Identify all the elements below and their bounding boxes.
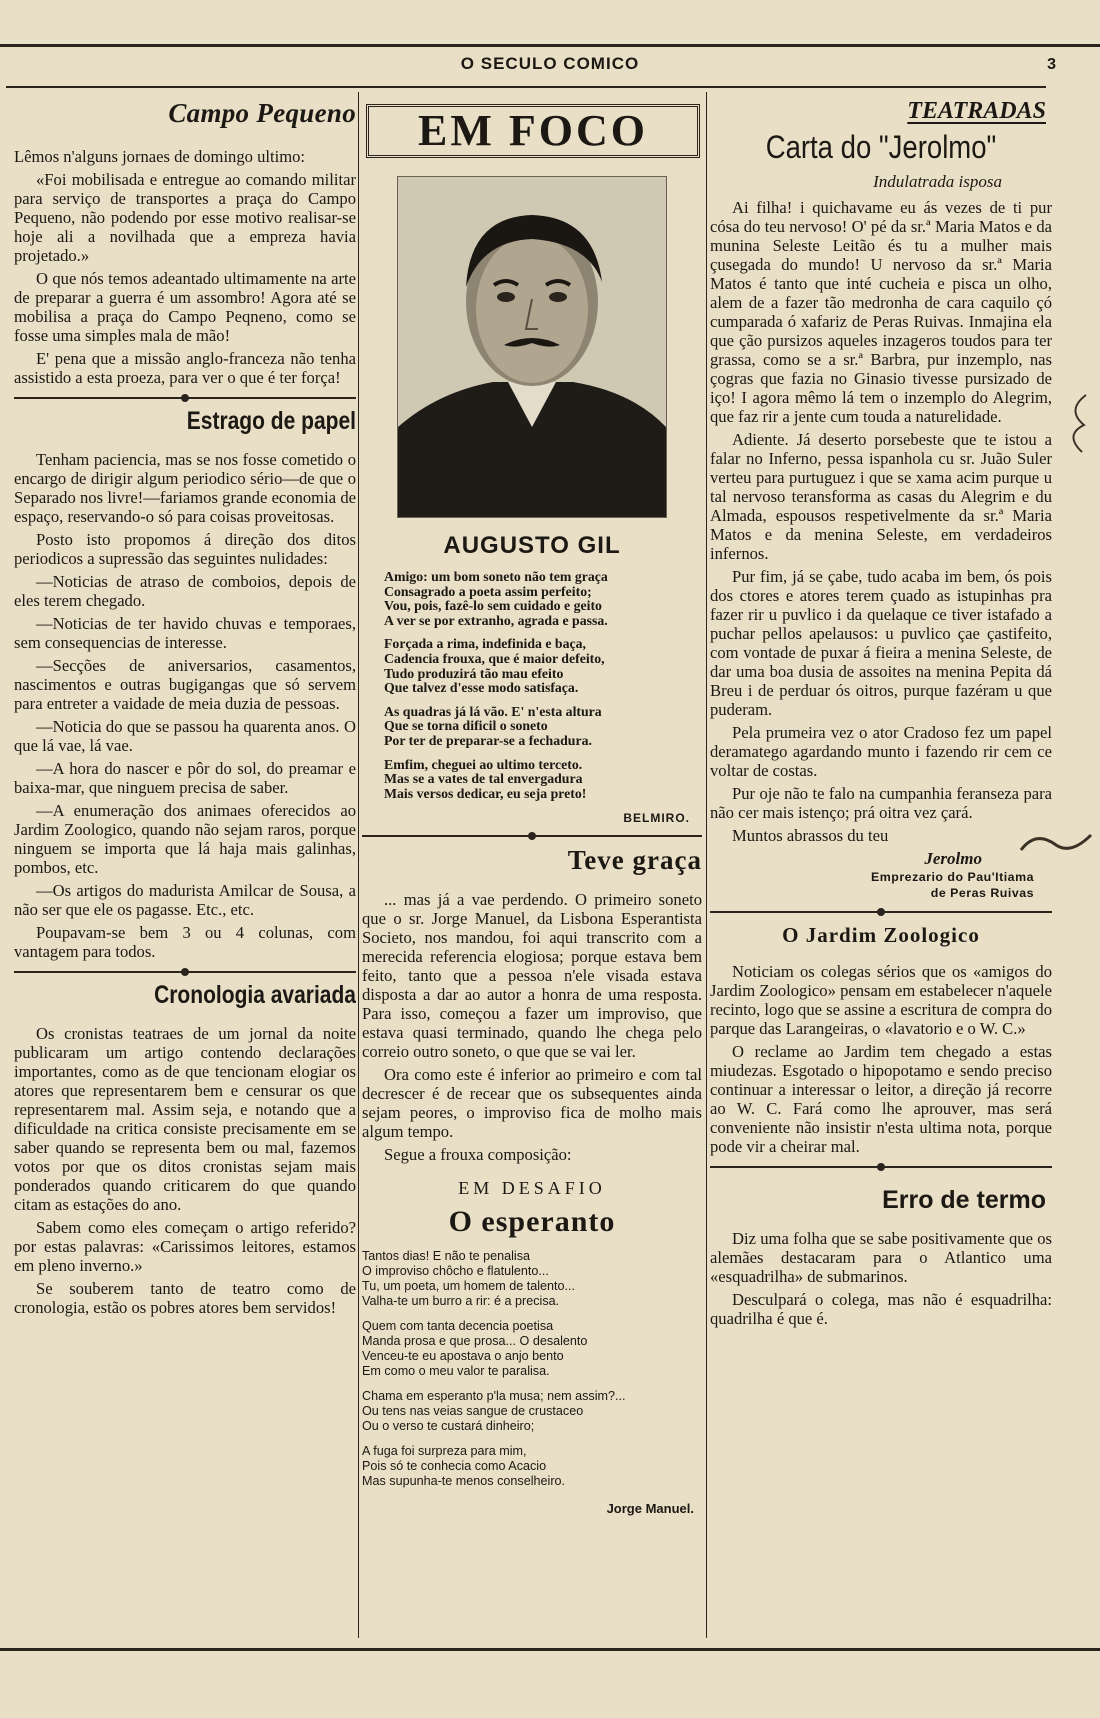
verse: Valha-te um burro a rir: é a precisa. bbox=[362, 1294, 560, 1309]
paragraph: Os cronistas teatraes de um jornal da noite publicaram um artigo contendo declarações importantes, como as de que tencionam elogiar os atores que representarem bem e censurar os que representarem mal. Assim seja, e notando que a dificuldade na critica consiste precisamente em se saber quando se representa bem ou mal, fazemos votos por que os ditos cronistas sejam mais ponderados quando criticarem do que quando citam as estações do ano. bbox=[14, 1024, 356, 1214]
verse: Consagrado a poeta assim perfeito; bbox=[384, 583, 592, 599]
list-item: —Os artigos do madurista Amilcar de Sousa, a não ser que ele os pagasse. Etc., etc. bbox=[14, 881, 356, 919]
stanza bbox=[384, 637, 702, 695]
portrait-illustration bbox=[398, 177, 666, 517]
column-left bbox=[14, 92, 356, 1640]
paragraph: E' pena que a missão anglo-franceza não tenha assistido a esta proeza, para ver o que é ter força! bbox=[14, 349, 356, 387]
verse: Vou, pois, fazê-lo sem cuidado e geito bbox=[384, 598, 602, 614]
sonnet-belmiro bbox=[384, 570, 702, 801]
signature-belmiro: BELMIRO. bbox=[623, 811, 690, 826]
stanza bbox=[384, 570, 702, 628]
verse: Que talvez d'esse modo satisfaça. bbox=[384, 680, 579, 696]
paragraph: Segue a frouxa composição: bbox=[384, 1145, 572, 1165]
top-rule bbox=[0, 44, 1100, 47]
column-rule bbox=[358, 92, 359, 1638]
verse: Mas supunha-te menos conselheiro. bbox=[362, 1474, 566, 1489]
headline-erro-de-termo: Erro de termo bbox=[882, 1186, 1046, 1214]
signature-line: de Peras Ruivas bbox=[930, 886, 1034, 900]
paragraph: Muntos abrassos du teu bbox=[732, 826, 889, 845]
paragraph: Se souberem tanto de teatro como de cronologia, estão os pobres atores bem servidos! bbox=[14, 1279, 356, 1317]
verse: A fuga foi surpreza para mim, bbox=[362, 1444, 527, 1459]
paragraph: O que nós temos adeantado ultimamente na arte de preparar a guerra é um assombro! Agora até se mobilisa a praça do Campo Peqneno, como se fosse uma simples mala de mão! bbox=[14, 269, 356, 345]
verse: As quadras já lá vão. E' n'esta altura bbox=[384, 703, 602, 719]
verse: Manda prosa e que prosa... O desalento bbox=[362, 1334, 588, 1349]
paragraph: O reclame ao Jardim tem chegado a estas miudezas. Esgotado o hipopotamo e sendo preciso continuar a interessar o leitor, a direção já recorre ao W. C. Fará como lhe aprouver, mas será conveniente não insistir n'esta ultima nota, porque pode vir a cheirar mal. bbox=[710, 1042, 1052, 1156]
page-header bbox=[0, 48, 1100, 84]
portrait-name: AUGUSTO GIL bbox=[443, 532, 621, 559]
verse: Mas se a vates de tal envergadura bbox=[384, 771, 583, 787]
paragraph: Pela prumeira vez o ator Cradoso fez um papel deramatego agardando munto i fazendo rir cem ce voltar de costas. bbox=[710, 723, 1052, 780]
section-divider bbox=[362, 835, 702, 837]
stanza bbox=[362, 1444, 702, 1489]
section-divider bbox=[14, 397, 356, 399]
verse: Por ter de preparar-se a fechadura. bbox=[384, 732, 592, 748]
paragraph: Ora como este é inferior ao primeiro e com tal decrescer é de recear que os subsequentes ainda sejam peores, o improviso fica de molho mais algum tempo. bbox=[362, 1065, 702, 1142]
verse: Quem com tanta decencia poetisa bbox=[362, 1319, 554, 1334]
paragraph: Noticiam os colegas sérios que os «amigos do Jardim Zoologico» pensam em estabelecer n'aquele recinto, logo que se assine a escritura de compra do parque das Larangeiras, o «lavatorio e o W. C.» bbox=[710, 962, 1052, 1038]
stanza bbox=[384, 758, 702, 802]
verse: Tu, um poeta, um homem de talento... bbox=[362, 1279, 576, 1294]
bottom-rule bbox=[0, 1648, 1100, 1651]
section-divider bbox=[710, 911, 1052, 913]
portrait-photo bbox=[397, 176, 667, 518]
list-item: —A enumeração dos animaes oferecidos ao Jardim Zoologico, quando não sejam raros, porque ninguem se importa que lá haja mais galinhas, pombos, etc. bbox=[14, 801, 356, 877]
stanza bbox=[362, 1389, 702, 1434]
paragraph: Posto isto propomos á direção dos ditos periodicos a supressão das seguintes nulidades: bbox=[14, 530, 356, 568]
headline-estrago-de-papel: Estrago de papel bbox=[186, 407, 356, 435]
quote-paragraph: «Foi mobilisada e entregue ao comando militar para serviço de transportes a praça do Campo Pequeno, não podendo por esse motivo realisar-se hoje ali a novilhada que a empreza havia projetado.» bbox=[14, 170, 356, 265]
verse: Cadencia frouxa, que é maior defeito, bbox=[384, 650, 605, 666]
paragraph: Adiente. Já deserto porsebeste que te istou a falar no Inferno, pessa ispanhola cu sr. Juão Suler verteu para purtuguez i que se xama acim purque u tal nervoso teransforma as casas du Alegrim e du Almada, espousos respetivelmente da sr.ª Maria Matos e da menina Seleste, em verdadeiros infernos. bbox=[710, 430, 1052, 563]
paragraph: Tenham paciencia, mas se nos fosse cometido o encargo de dirigir algum periodico sério—de que o Separado nos livre!—fariamos grande economia de espaço, reservando-o só para coisas proveitosas. bbox=[14, 450, 356, 526]
list-item: —Noticia do que se passou ha quarenta anos. O que lá vae, lá vae. bbox=[14, 717, 356, 755]
headline-o-esperanto: O esperanto bbox=[448, 1205, 616, 1239]
paragraph: Ai filha! i quichavame eu ás vezes de ti pur cósa do teu nervoso! O' pé da sr.ª Maria Matos e da munina Seleste Leitão és tu a mulher mais çusegada do mundo! U nervoso da sr.ª Maria Matos é tanto que inté cucheia e pisca un olho, alem de a fazer tão medronha de cara caquilo çó cumparada ó xafariz de Peras Ruivas. Inmajina ela que ção pursizos aqueles inzageros toudos para ter grassa, como se a sr.ª Barbra, pur inzemplo, nas çogras que fazia no Ginasio tivesse pursizado de iço! I agora mêmo lá tem o inzemplo do Alegrim, que faz rir a jente cum touda a naturelidade. bbox=[710, 198, 1052, 426]
signature-line: Emprezario do Pau'Itiama bbox=[871, 870, 1034, 884]
verse: Amigo: um bom soneto não tem graça bbox=[384, 569, 608, 584]
verse: Tantos dias! E não te penalisa bbox=[362, 1249, 531, 1264]
headline-campo-pequeno: Campo Pequeno bbox=[168, 98, 356, 128]
paragraph: Sabem como eles começam o artigo referido? por estas palavras: «Carissimos leitores, estamos em pleno inverno.» bbox=[14, 1218, 356, 1275]
verse: Que se torna dificil o soneto bbox=[384, 718, 548, 734]
paragraph: Pur oje não te falo na cumpanhia feranseza para não cer mais istenço; prá oitra vez çará. bbox=[710, 784, 1052, 822]
masthead: O SECULO COMICO bbox=[460, 54, 640, 73]
column-right bbox=[710, 92, 1052, 1640]
list-item: —Secções de aniversarios, casamentos, nascimentos e outras bugigangas que só servem para entreter a vaidade de meia duzia de pessoas. bbox=[14, 656, 356, 713]
verse: O improviso chôcho e flatulento... bbox=[362, 1264, 549, 1279]
page-number: 3 bbox=[1047, 56, 1056, 73]
em-foco-banner: EM FOCO bbox=[366, 104, 700, 158]
section-teatradas: TEATRADAS bbox=[907, 98, 1046, 124]
paragraph: Diz uma folha que se sabe positivamente que os alemães destacaram para o Atlantico uma «esquadrilha» de submarinos. bbox=[710, 1229, 1052, 1286]
paragraph: Poupavam-se bem 3 ou 4 colunas, com vantagem para todos. bbox=[14, 923, 356, 961]
paragraph: ... mas já a vae perdendo. O primeiro soneto que o sr. Jorge Manuel, da Lisbona Esperantista Societo, nos mandou, foi aqui transcrito com a merecida referencia elogiosa; porque estava bem feito, tanto que a pessoa n'ele visada estava disposta a dar ao autor a honra de uma resposta. Para isso, começou a fazer um improviso, que estava quasi terminado, quando lhe chega pelo correio outro soneto, o que que se vai ler. bbox=[362, 890, 702, 1062]
verse: Pois só te conhecia como Acacio bbox=[362, 1459, 547, 1474]
column-middle bbox=[362, 92, 702, 1640]
paragraph: Desculpará o colega, mas não é esquadrilha: quadrilha é que é. bbox=[710, 1290, 1052, 1328]
list-item: —Noticias de ter havido chuvas e temporaes, sem consequencias de interesse. bbox=[14, 614, 356, 652]
headline-carta-do-jerolmo: Carta do "Jerolmo" bbox=[765, 129, 997, 165]
stanza bbox=[384, 705, 702, 749]
stanza bbox=[362, 1249, 702, 1309]
list-item: —A hora do nascer e pôr do sol, do preamar e baixa-mar, que ninguem precisa de saber. bbox=[14, 759, 356, 797]
signature-jorge-manuel: Jorge Manuel. bbox=[606, 1501, 694, 1517]
verse: Tudo produzirá tão mau efeito bbox=[384, 665, 564, 681]
margin-ornament-icon bbox=[1016, 820, 1096, 870]
stanza bbox=[362, 1319, 702, 1379]
header-rule bbox=[6, 86, 1046, 88]
list-item: —Noticias de atraso de comboios, depois de eles terem chegado. bbox=[14, 572, 356, 610]
verse: Emfim, cheguei ao ultimo terceto. bbox=[384, 756, 583, 772]
verse: Ou o verso te custará dinheiro; bbox=[362, 1419, 535, 1434]
verse: Venceu-te eu apostava o anjo bento bbox=[362, 1349, 564, 1364]
headline-cronologia-avariada: Cronologia avariada bbox=[154, 981, 356, 1009]
verse: Forçada a rima, indefinida e baça, bbox=[384, 636, 586, 652]
signature-jerolmo: Jerolmo bbox=[924, 849, 982, 868]
section-divider bbox=[710, 1166, 1052, 1168]
column-rule bbox=[706, 92, 707, 1638]
subtitle-em-desafio: EM DESAFIO bbox=[458, 1178, 606, 1199]
verse: Em como o meu valor te paralisa. bbox=[362, 1364, 550, 1379]
sonnet-jorge-manuel bbox=[362, 1249, 702, 1489]
section-divider bbox=[14, 971, 356, 973]
salutation: Indulatrada isposa bbox=[873, 172, 1002, 191]
paragraph: Pur fim, já se çabe, tudo acaba im bem, ós pois dos ctores e atores terem çuado as istupinhas pra fazer rir u puvlico i da quelaque ce tiver istafado a puchar pellos apelausos: u puvlico çae çastifeito, com vontade de puxar á fieira a menina Seleste, de dar uma boa dusia de assoites na menina Pepita dá Breu i de perduar ós oitros, purque fazéram u que puderam. bbox=[710, 567, 1052, 719]
verse: A ver se por extranho, agrada e passa. bbox=[384, 612, 608, 628]
verse: Mais versos dedicar, eu seja preto! bbox=[384, 785, 587, 801]
headline-jardim-zoologico: O Jardim Zoologico bbox=[782, 923, 980, 947]
verse: Chama em esperanto p'la musa; nem assim?... bbox=[362, 1389, 626, 1404]
headline-teve-graca: Teve graça bbox=[567, 845, 702, 876]
margin-ornament-icon bbox=[1056, 390, 1096, 460]
verse: Ou tens nas veias sangue de crustaceo bbox=[362, 1404, 584, 1419]
paragraph: Lêmos n'alguns jornaes de domingo ultimo: bbox=[14, 147, 306, 166]
